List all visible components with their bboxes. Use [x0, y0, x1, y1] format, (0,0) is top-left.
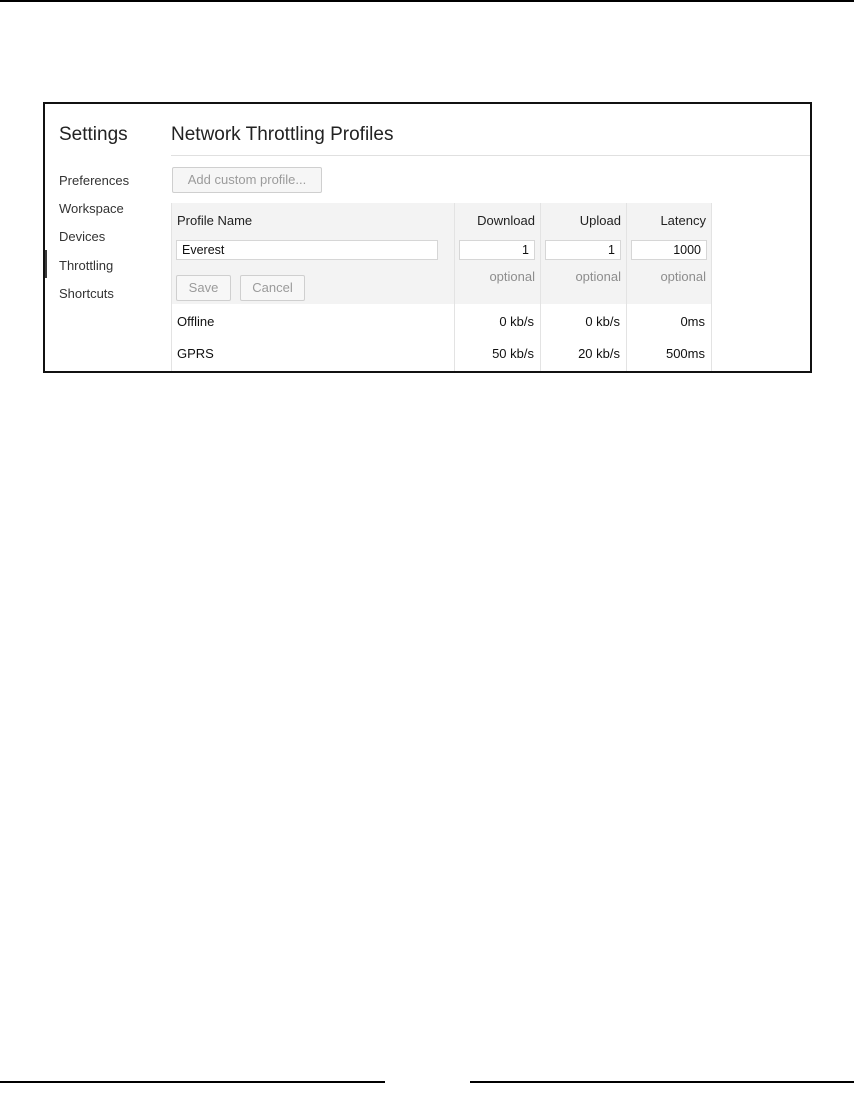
sidebar-item-shortcuts[interactable]: Shortcuts — [59, 286, 114, 301]
sidebar-item-preferences[interactable]: Preferences — [59, 173, 130, 188]
row-offline-download: 0 kb/s — [499, 314, 534, 329]
row-gprs-latency: 500ms — [665, 346, 705, 361]
download-optional-hint: optional — [489, 269, 535, 284]
latency-input[interactable]: 1000 — [631, 240, 707, 260]
row-gprs-download: 50 kb/s — [492, 346, 534, 361]
sidebar-item-throttling[interactable]: Throttling — [59, 258, 114, 273]
page-title: Network Throttling Profiles — [171, 124, 394, 145]
page-top-rule — [0, 0, 854, 2]
sidebar-title: Settings — [59, 124, 128, 145]
header-upload: Upload — [579, 213, 621, 228]
header-profile-name: Profile Name — [177, 213, 253, 228]
latency-optional-hint: optional — [660, 269, 706, 284]
download-input[interactable]: 1 — [459, 240, 535, 260]
settings-window — [43, 102, 812, 373]
row-gprs-upload: 20 kb/s — [578, 346, 620, 361]
sidebar-item-devices[interactable]: Devices — [59, 229, 106, 244]
title-divider — [171, 155, 811, 156]
profiles-table — [171, 203, 711, 373]
add-custom-profile-button[interactable]: Add custom profile... — [172, 167, 322, 193]
page-bottom-rule-right — [470, 1081, 854, 1083]
page-bottom-rule-left — [0, 1081, 385, 1083]
upload-input[interactable]: 1 — [545, 240, 621, 260]
save-button[interactable]: Save — [176, 275, 231, 301]
column-divider — [171, 203, 172, 373]
column-divider — [711, 203, 712, 373]
row-offline-name: Offline — [177, 314, 215, 329]
profile-name-input[interactable]: Everest — [176, 240, 438, 260]
row-gprs-name: GPRS — [177, 346, 214, 361]
sidebar-active-indicator — [45, 250, 47, 278]
upload-optional-hint: optional — [575, 269, 621, 284]
header-latency: Latency — [660, 213, 706, 228]
row-offline-latency: 0ms — [680, 314, 705, 329]
header-download: Download — [477, 213, 535, 228]
row-offline-upload: 0 kb/s — [585, 314, 620, 329]
sidebar-item-workspace[interactable]: Workspace — [59, 201, 124, 216]
cancel-button[interactable]: Cancel — [240, 275, 305, 301]
